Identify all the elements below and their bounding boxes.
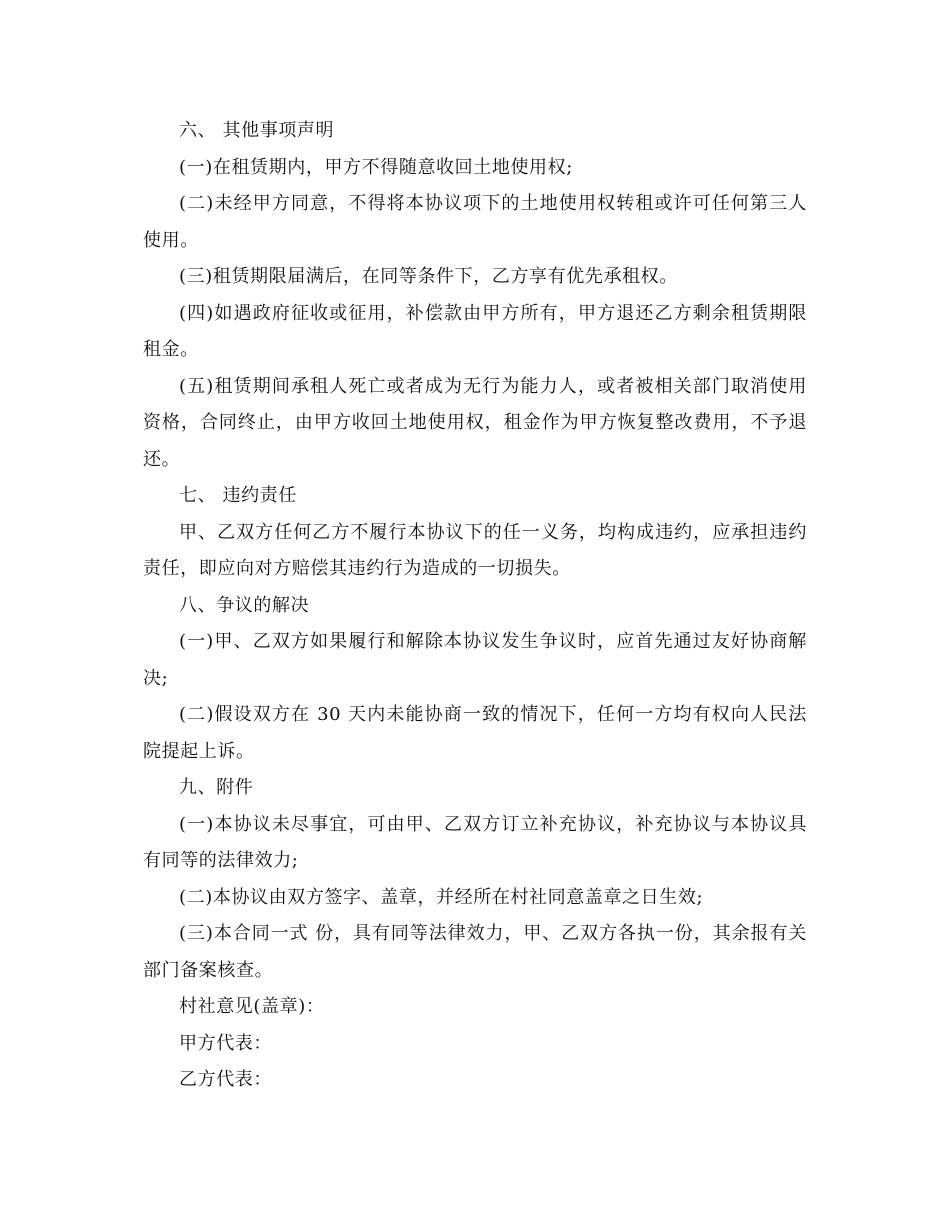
clause-paragraph: (三)本合同一式 份，具有同等法律效力，甲、乙双方各执一份，其余报有关部门备案核查。: [143, 923, 807, 981]
clause-paragraph: (四)如遇政府征收或征用，补偿款由甲方所有，甲方退还乙方剩余租赁期限租金。: [143, 302, 807, 360]
document-body: [143, 113, 807, 1099]
clause-paragraph: (一)甲、乙双方如果履行和解除本协议发生争议时，应首先通过友好协商解决;: [143, 631, 807, 689]
section-heading-attachments: 九、附件: [179, 777, 254, 798]
clause-paragraph: (二)未经甲方同意，不得将本协议项下的土地使用权转租或许可任何第三人使用。: [143, 193, 807, 251]
clause-paragraph: (一)本协议未尽事宜，可由甲、乙双方订立补充协议，补充协议与本协议具有同等的法律效力;: [143, 813, 807, 871]
clause-paragraph: 甲、乙双方任何乙方不履行本协议下的任一义务，均构成违约，应承担违约责任，即应向对方赔偿其违约行为造成的一切损失。: [143, 521, 807, 579]
clause-paragraph: (二)本协议由双方签字、盖章，并经所在村社同意盖章之日生效;: [179, 886, 704, 908]
clause-paragraph: (二)假设双方在 30 天内未能协商一致的情况下，任何一方均有权向人民法院提起上诉。: [143, 704, 807, 762]
signature-line-party-b: 乙方代表：: [179, 1069, 272, 1090]
section-heading-breach-liability: 七、 违约责任: [179, 485, 297, 506]
clause-paragraph: (一)在租赁期内，甲方不得随意收回土地使用权;: [179, 156, 573, 178]
section-heading-other-matters: 六、 其他事项声明: [179, 120, 335, 141]
signature-line-party-a: 甲方代表：: [179, 1032, 272, 1054]
clause-paragraph: (三)租赁期限届满后，在同等条件下，乙方享有优先承租权。: [179, 266, 678, 287]
clause-paragraph: (五)租赁期间承租人死亡或者成为无行为能力人，或者被相关部门取消使用资格，合同终止，由甲方收回土地使用权，租金作为甲方恢复整改费用，不予退还。: [143, 375, 807, 470]
section-heading-dispute-resolution: 八、争议的解决: [179, 594, 310, 616]
signature-line-village-opinion: 村社意见(盖章)：: [179, 996, 325, 1017]
